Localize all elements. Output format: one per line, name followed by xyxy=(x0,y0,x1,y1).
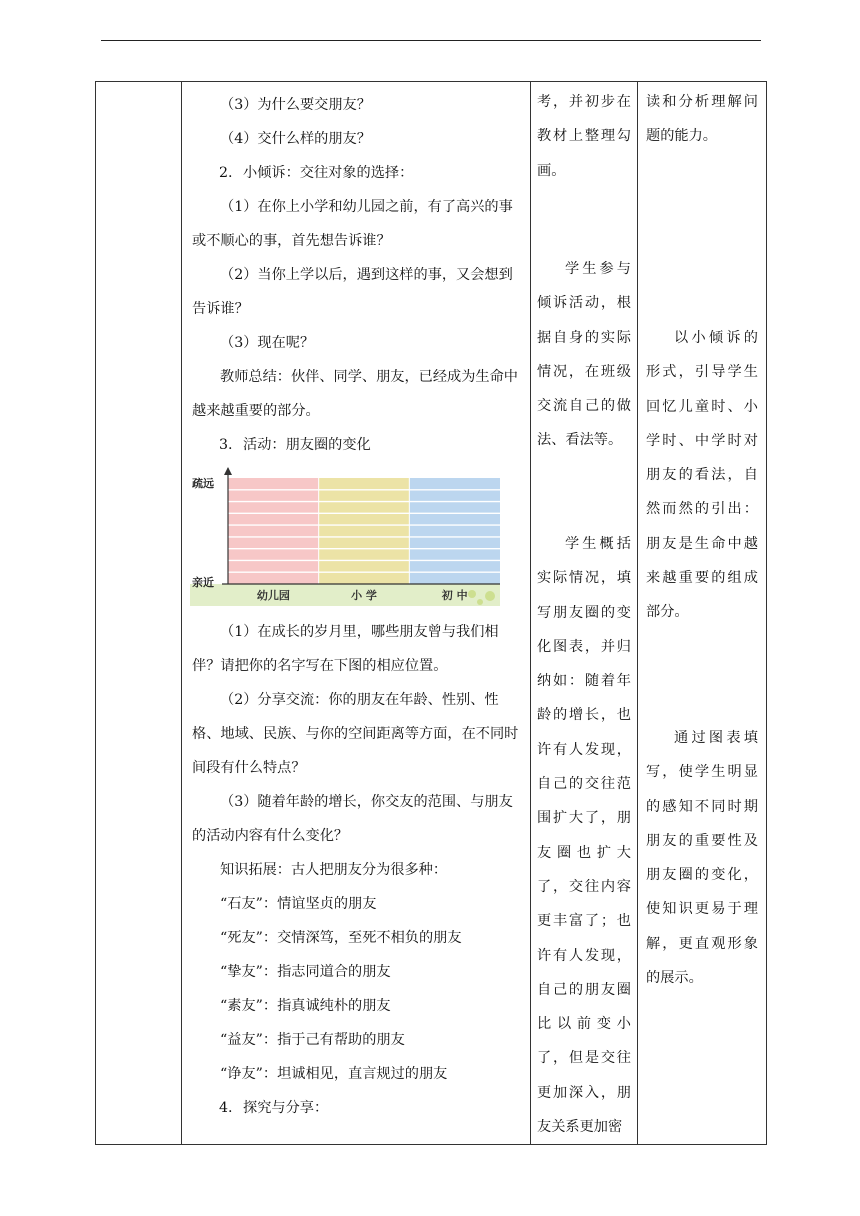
chart-y-arrow xyxy=(224,467,232,475)
section-2-question-3: （3）现在呢？ xyxy=(220,335,315,351)
section-4-number: 4. xyxy=(219,1100,233,1116)
lesson-plan-table xyxy=(95,81,767,1145)
section-2-heading xyxy=(192,156,520,190)
chart-category-label-1: 小 学 xyxy=(351,589,377,602)
friend-circle-chart-svg xyxy=(190,466,500,611)
chart-y-bottom-label: 亲近 xyxy=(192,576,214,589)
section-3-heading xyxy=(192,428,520,462)
section-2-question-1: （1）在你上小学和幼儿园之前，有了高兴的事或不顺心的事，首先想告诉谁？ xyxy=(192,199,513,249)
section-3-question-3: （3）随着年龄的增长，你交友的范围、与朋友的活动内容有什么变化？ xyxy=(192,794,513,844)
section-4-heading xyxy=(192,1091,520,1125)
student-para-3: 学生概括实际情况，填写朋友圈的变化图表，并归纳如：随着年龄的增长，也许有人发现，自己的交往范围扩大了，朋友圈也扩大了，交往内容更丰富了；也许有人发现，自己的朋友圈比以前变小了，但是交往更加深入，朋友关系更加密 xyxy=(537,536,631,1136)
student-activity-cell xyxy=(531,82,638,1145)
section-2-title: 小倾诉：交往对象的选择： xyxy=(243,165,414,181)
section-3-question-1: （1）在成长的岁月里，哪些朋友曾与我们相伴？请把你的名字写在下图的相应位置。 xyxy=(192,624,499,674)
chart-decor-dot-2 xyxy=(485,591,495,601)
student-para-1: 考，并初步在教材上整理勾画。 xyxy=(537,94,631,179)
friend-circle-chart xyxy=(190,466,500,611)
intent-para-1: 读和分析理解问题的能力。 xyxy=(646,94,758,145)
header-rule xyxy=(101,40,761,41)
chart-category-label-2: 初 中 xyxy=(441,589,468,602)
friend-type-stone: “石友”：情谊坚贞的朋友 xyxy=(220,896,377,912)
section-3-number: 3. xyxy=(219,437,233,453)
friend-type-death: “死友”：交情深笃，至死不相负的朋友 xyxy=(220,930,462,946)
teaching-process-cell xyxy=(182,82,531,1145)
question-3: （3）为什么要交朋友？ xyxy=(220,97,371,113)
chart-category-label-0: 幼儿园 xyxy=(256,589,290,602)
section-3-title: 活动：朋友圈的变化 xyxy=(243,437,371,453)
friend-type-frank: “诤友”：坦诚相见，直言规过的朋友 xyxy=(220,1066,448,1082)
intent-para-2: 以小倾诉的形式，引导学生回忆儿童时、小学时、中学时对朋友的看法，自然而然的引出：朋友是生命中越来越重要的组成部分。 xyxy=(646,330,758,621)
question-4: （4）交什么样的朋友？ xyxy=(220,131,371,147)
section-3-question-2: （2）分享交流：你的朋友在年龄、性别、性格、地域、民族、与你的空间距离等方面，在不同时间段有什么特点？ xyxy=(192,692,519,776)
section-2-number: 2. xyxy=(219,165,233,181)
section-4-title: 探究与分享： xyxy=(243,1100,329,1116)
friend-type-close: “挚友”：指志同道合的朋友 xyxy=(220,964,391,980)
chart-band-1 xyxy=(319,478,410,584)
chart-band-0 xyxy=(228,478,319,584)
knowledge-intro: 知识拓展：古人把朋友分为很多种： xyxy=(220,862,448,878)
teacher-summary: 教师总结：伙伴、同学、朋友，已经成为生命中越来越重要的部分。 xyxy=(192,369,518,419)
design-intent-cell xyxy=(638,82,767,1145)
blank-label-cell xyxy=(96,82,182,1145)
friend-type-plain: “素友”：指真诚纯朴的朋友 xyxy=(220,998,391,1014)
section-2-question-2: （2）当你上学以后，遇到这样的事，又会想到告诉谁？ xyxy=(192,267,513,317)
chart-y-top-label: 疏远 xyxy=(192,477,214,490)
chart-band-2 xyxy=(409,478,500,584)
intent-para-3: 通过图表填写，使学生明显的感知不同时期朋友的重要性及朋友圈的变化，使知识更易于理解，更直观形象的展示。 xyxy=(646,730,758,987)
student-para-2: 学生参与倾诉活动，根据自身的实际情况，在班级交流自己的做法、看法等。 xyxy=(537,261,631,449)
friend-type-beneficial: “益友”：指于己有帮助的朋友 xyxy=(220,1032,405,1048)
chart-decor-dot-0 xyxy=(468,590,476,598)
chart-decor-dot-1 xyxy=(477,599,483,605)
